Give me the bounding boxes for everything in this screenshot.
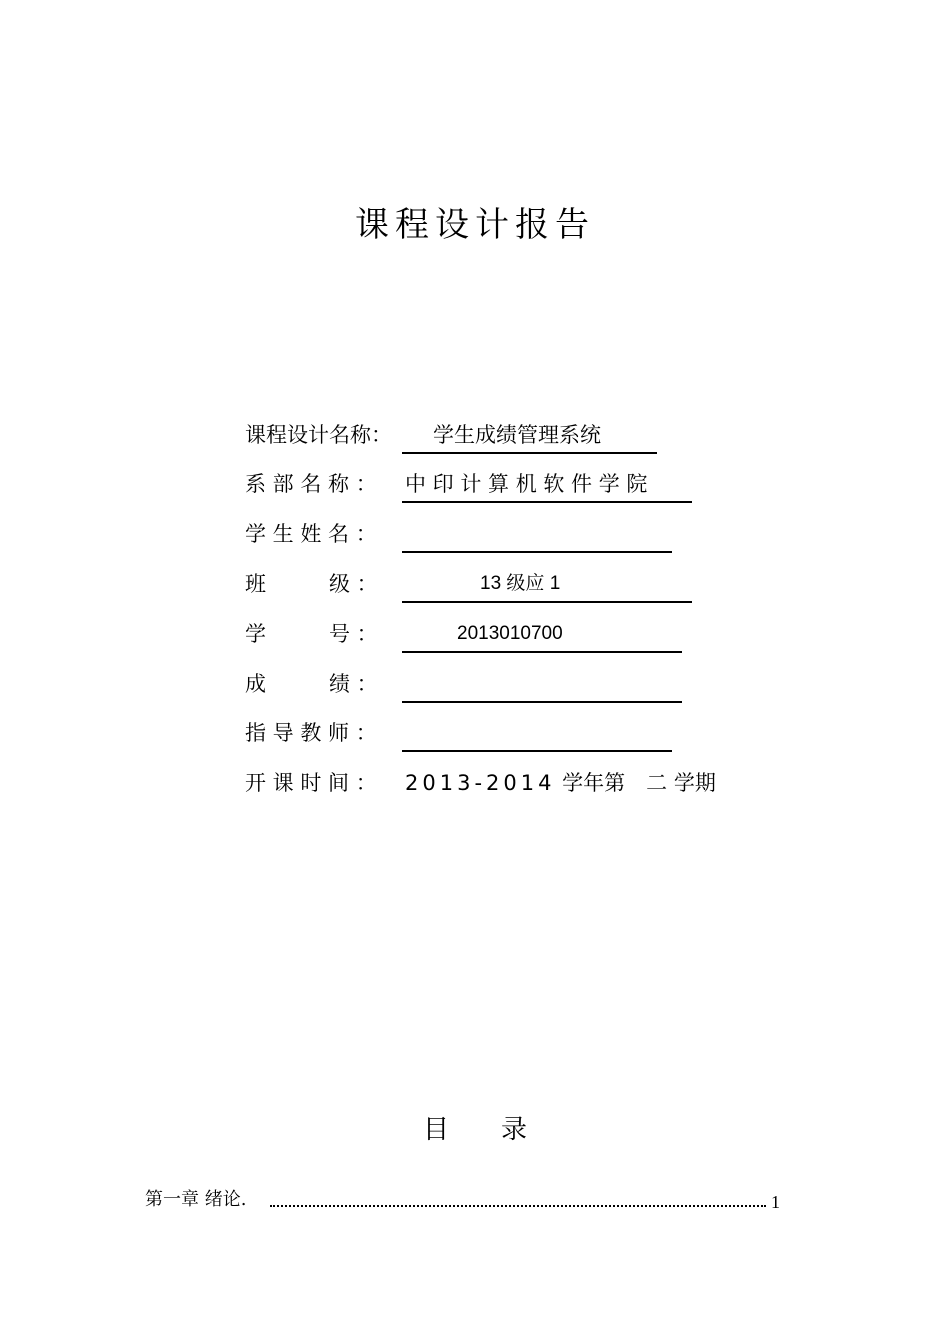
- student-id-label: 学 号 ：: [245, 622, 378, 646]
- advisor-label: 指 导 教 师 ：: [245, 721, 377, 745]
- student-id-value: 2013010700: [457, 623, 563, 644]
- toc-entry-page: 1: [771, 1192, 780, 1212]
- grade-label: 成 绩 ：: [245, 672, 378, 696]
- toc-leader-dots: [270, 1205, 766, 1207]
- toc-entry-label: 第一章 绪论.: [145, 1185, 248, 1215]
- term-text: [405, 766, 716, 800]
- course-name-label: 课程设计名称：: [245, 423, 392, 447]
- student-name-underline: [402, 517, 672, 553]
- department-label: 系 部 名 称 ：: [245, 472, 377, 496]
- course-name-value: 学生成绩管理系统: [433, 423, 601, 447]
- term-label: 开 课 时 间 ：: [245, 771, 377, 795]
- department-value: 中 印 计 算 机 软 件 学 院: [405, 472, 648, 496]
- toc-title: 目 录: [422, 1115, 527, 1145]
- class-label: 班 级 ：: [245, 572, 378, 596]
- advisor-underline: [402, 716, 672, 752]
- student-name-label: 学 生 姓 名 ：: [245, 522, 377, 546]
- term-year-range: 2013-2014: [405, 771, 556, 795]
- grade-underline: [402, 667, 682, 703]
- toc-entry[interactable]: [145, 1185, 780, 1215]
- class-value: 13 级应 1: [480, 573, 561, 594]
- term-semester: 学年第 二 学期: [562, 771, 716, 795]
- report-title: 课程设计报告: [355, 205, 595, 245]
